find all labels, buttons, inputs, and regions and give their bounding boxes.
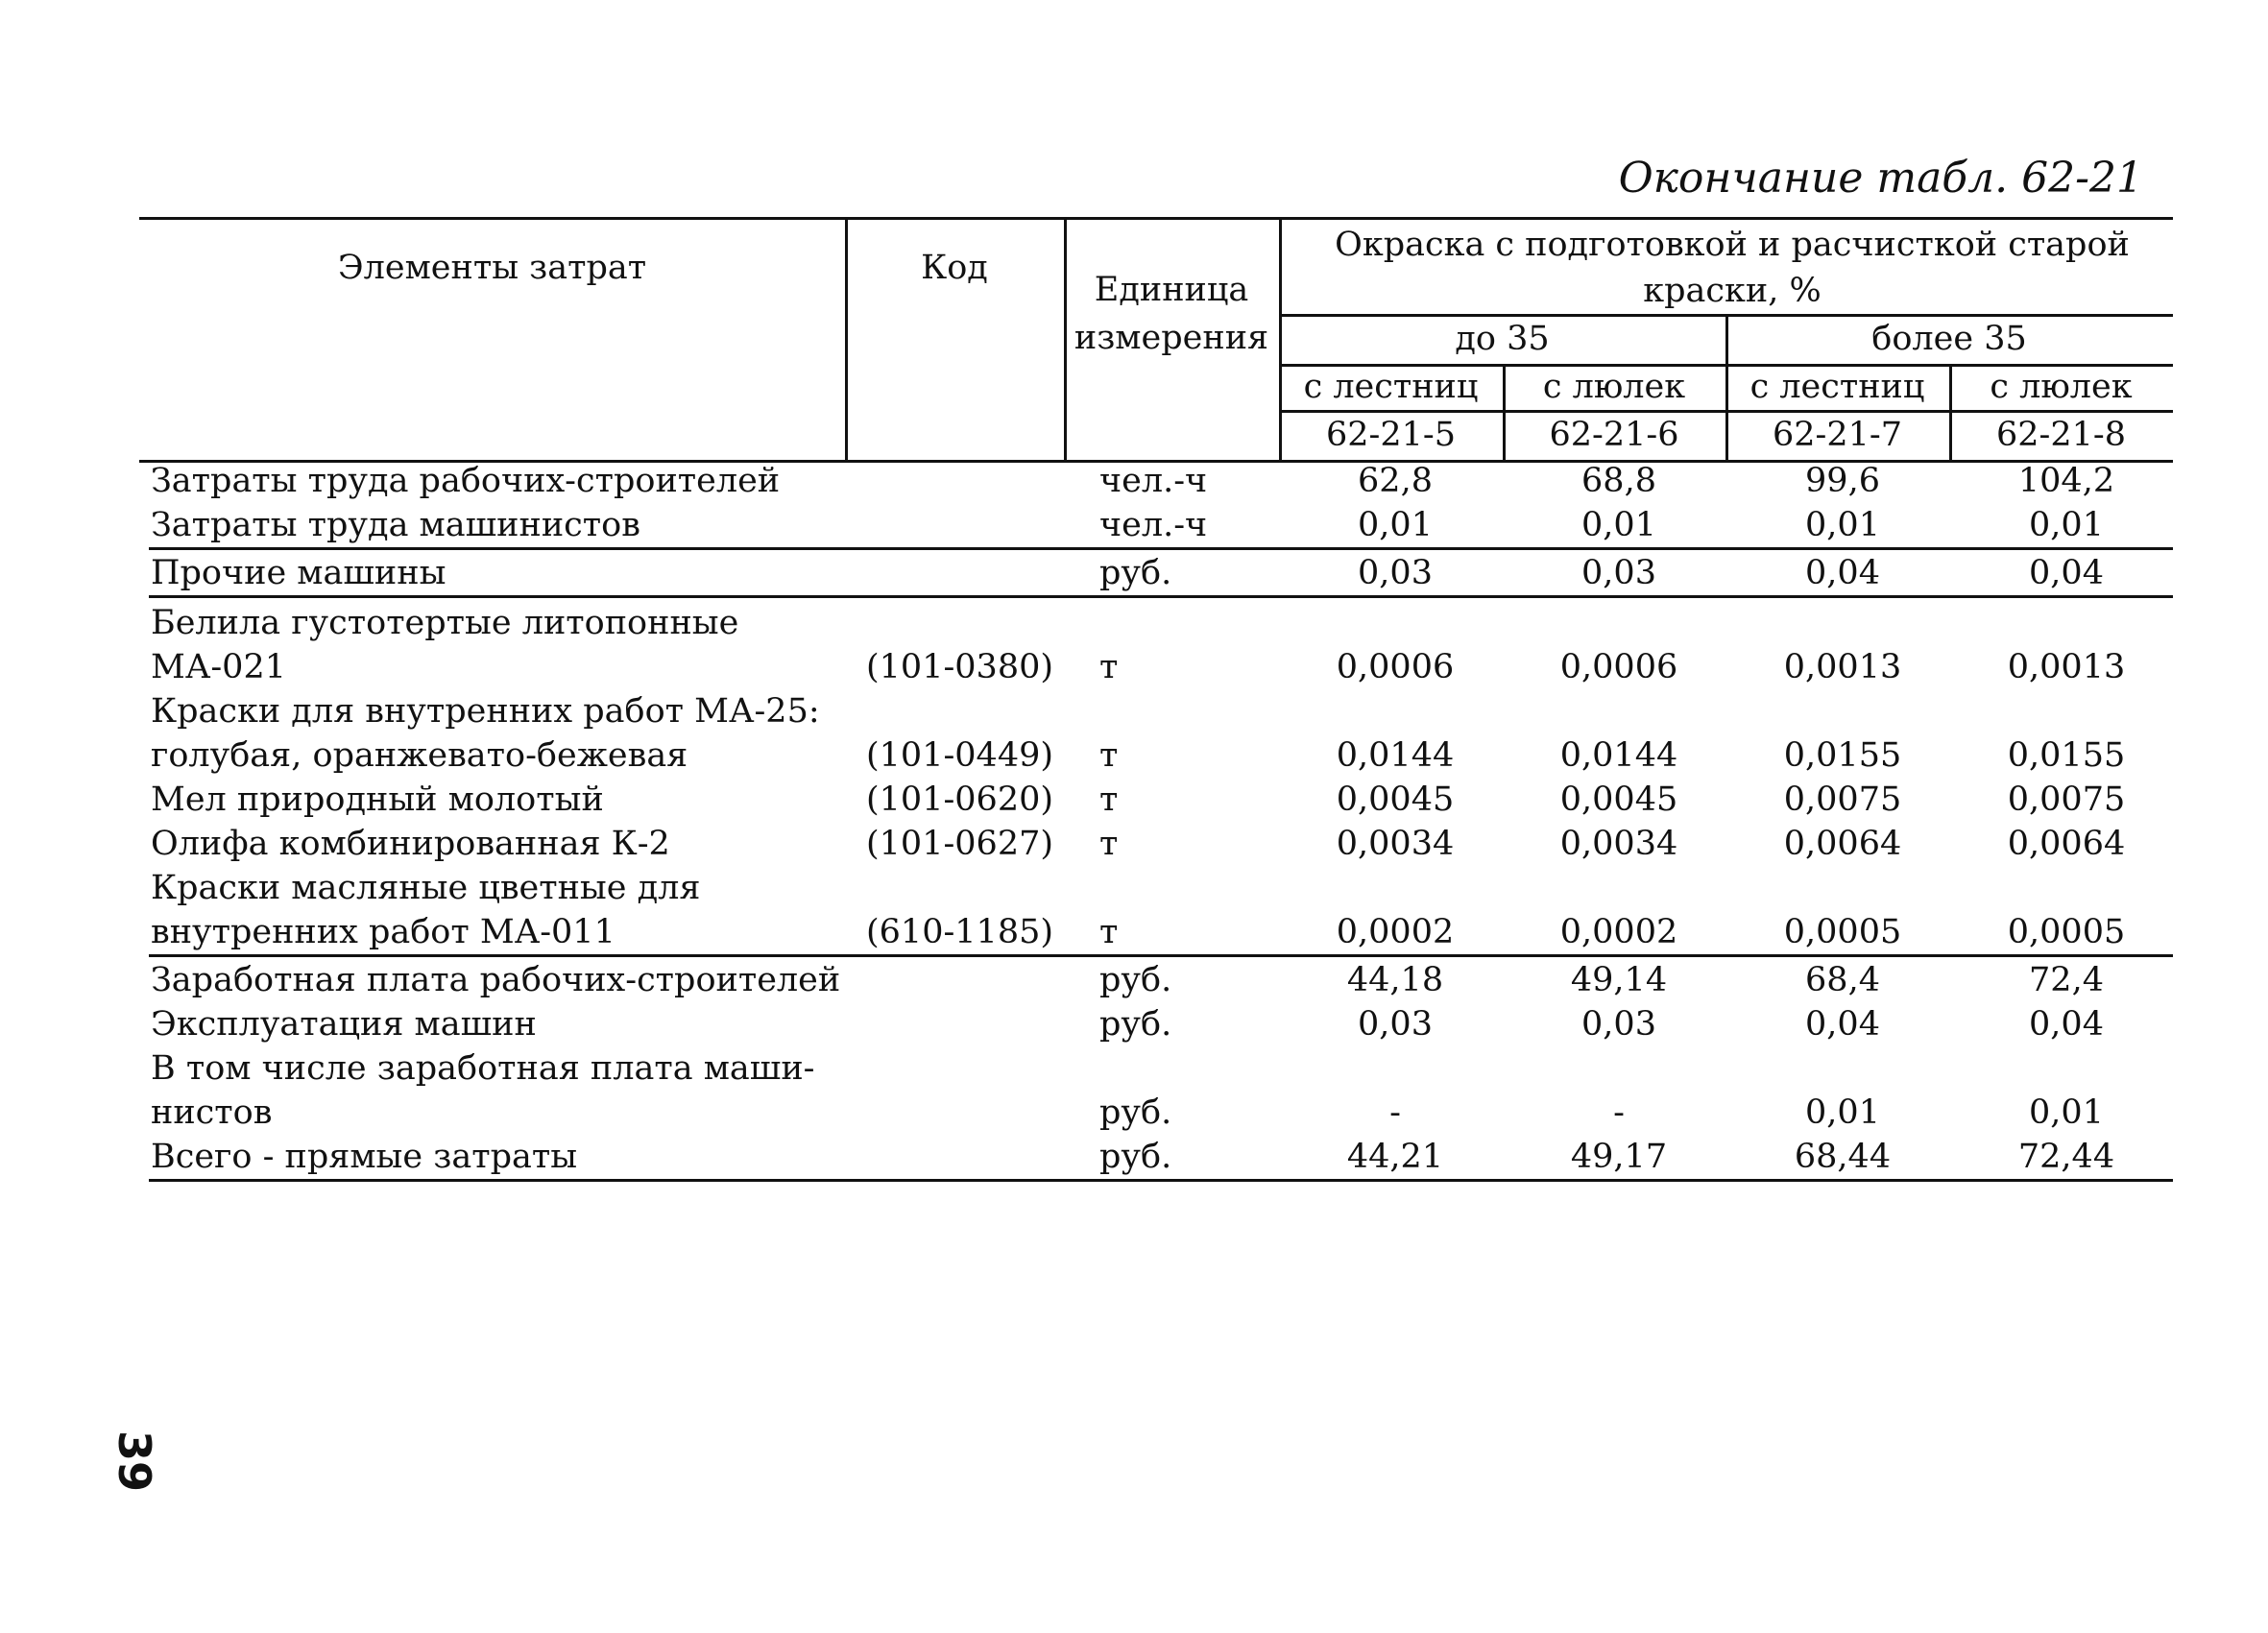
row-element: Прочие машины: [151, 554, 446, 592]
header-code-2: 62-21-6: [1549, 416, 1679, 454]
table-caption: Окончание табл. 62-21: [1618, 154, 2143, 203]
row-unit: т: [1099, 780, 1119, 819]
row-value: 0,04: [2029, 554, 2104, 592]
header-sub-up-to-35: до 35: [1455, 320, 1550, 358]
section-rule: [149, 954, 2173, 957]
table-row: [139, 822, 2173, 866]
table-row: [139, 778, 2173, 822]
row-value: -: [1613, 1093, 1625, 1132]
row-element: Всего - прямые затраты: [151, 1138, 578, 1176]
row-element: Эксплуатация машин: [151, 1005, 537, 1044]
row-element: нистов: [151, 1093, 273, 1132]
row-value: 0,04: [1805, 554, 1880, 592]
row-value: 0,04: [1805, 1005, 1880, 1044]
row-value: 0,0045: [1336, 780, 1455, 819]
row-element: Заработная плата рабочих-строителей: [151, 961, 841, 999]
row-value: 104,2: [2017, 462, 2115, 500]
row-value: 68,4: [1805, 961, 1880, 999]
row-value: 0,0002: [1559, 913, 1678, 951]
row-element: Затраты труда машинистов: [151, 506, 640, 544]
row-element: В том числе заработная плата маши-: [151, 1049, 815, 1088]
row-value: 0,0075: [2007, 780, 2126, 819]
header-unit-line2: измерения: [1074, 319, 1269, 357]
row-value: 0,01: [1805, 1093, 1880, 1132]
table-row: [139, 866, 2173, 910]
table-row: [139, 689, 2173, 733]
row-element: Краски для внутренних работ МА-25:: [151, 692, 820, 731]
row-unit: т: [1099, 825, 1119, 863]
row-value: 0,0013: [2007, 648, 2126, 686]
table-row: [139, 551, 2173, 595]
row-value: 0,03: [1581, 554, 1656, 592]
table-row: [139, 1002, 2173, 1046]
header-col-2: с люлек: [1542, 368, 1686, 406]
row-value: 0,01: [1805, 506, 1880, 544]
row-value: 0,0002: [1336, 913, 1455, 951]
header-code: Код: [921, 249, 988, 287]
row-element: Затраты труда рабочих-строителей: [151, 462, 781, 500]
row-unit: т: [1099, 913, 1119, 951]
row-value: 0,0064: [1783, 825, 1902, 863]
row-value: 0,0006: [1336, 648, 1455, 686]
row-value: 0,01: [1581, 506, 1656, 544]
row-value: 72,44: [2017, 1138, 2115, 1176]
row-value: 0,03: [1358, 554, 1433, 592]
header-code-4: 62-21-8: [1996, 416, 2126, 454]
table-row: [139, 459, 2173, 503]
header-unit-line1: Единица: [1094, 271, 1249, 309]
row-value: 68,8: [1581, 462, 1656, 500]
row-value: 0,01: [2029, 1093, 2104, 1132]
row-unit: т: [1099, 736, 1119, 775]
table-row: [139, 645, 2173, 689]
table-row: [139, 1091, 2173, 1135]
row-code: (101-0449): [866, 736, 1054, 775]
row-unit: чел.-ч: [1099, 506, 1208, 544]
row-element: Олифа комбинированная К-2: [151, 825, 670, 863]
page-number: 39: [109, 1429, 161, 1493]
row-unit: чел.-ч: [1099, 462, 1208, 500]
row-value: 0,03: [1358, 1005, 1433, 1044]
header-col-1: с лестниц: [1303, 368, 1479, 406]
table-row: [139, 733, 2173, 778]
row-value: 99,6: [1805, 462, 1880, 500]
table-row: [139, 1046, 2173, 1091]
header-sub-over-35: более 35: [1871, 320, 2027, 358]
row-value: 0,0155: [2007, 736, 2126, 775]
header-col-4: с люлек: [1990, 368, 2133, 406]
row-element: внутренних работ МА-011: [151, 913, 615, 951]
header-group: Окраска с подготовкой и расчисткой старой краски, %: [1335, 226, 2130, 310]
section-rule: [149, 595, 2173, 598]
row-unit: руб.: [1099, 961, 1172, 999]
row-unit: руб.: [1099, 1005, 1172, 1044]
row-value: 0,0034: [1336, 825, 1455, 863]
row-value: 44,18: [1346, 961, 1444, 999]
row-value: 62,8: [1358, 462, 1433, 500]
row-value: 0,0144: [1336, 736, 1455, 775]
row-unit: руб.: [1099, 1138, 1172, 1176]
row-code: (101-0627): [866, 825, 1054, 863]
table-row: [139, 910, 2173, 954]
row-element: МА-021: [151, 648, 286, 686]
row-value: 49,17: [1570, 1138, 1668, 1176]
row-value: 72,4: [2029, 961, 2104, 999]
row-value: 0,0013: [1783, 648, 1902, 686]
row-value: 0,0155: [1783, 736, 1902, 775]
row-code: (101-0380): [866, 648, 1054, 686]
row-value: 0,0045: [1559, 780, 1678, 819]
table-row: [139, 1135, 2173, 1179]
row-value: 0,03: [1581, 1005, 1656, 1044]
row-value: 0,0075: [1783, 780, 1902, 819]
row-value: 68,44: [1794, 1138, 1892, 1176]
row-unit: руб.: [1099, 1093, 1172, 1132]
table-bottom-rule: [149, 1179, 2173, 1182]
row-value: 49,14: [1570, 961, 1668, 999]
table-row: [139, 503, 2173, 547]
row-value: 0,04: [2029, 1005, 2104, 1044]
row-value: 0,01: [1358, 506, 1433, 544]
row-element: Краски масляные цветные для: [151, 869, 701, 907]
header-code-3: 62-21-7: [1773, 416, 1902, 454]
row-code: (101-0620): [866, 780, 1054, 819]
row-value: 0,0006: [1559, 648, 1678, 686]
row-element: Белила густотертые литопонные: [151, 604, 739, 642]
row-unit: руб.: [1099, 554, 1172, 592]
row-value: -: [1389, 1093, 1401, 1132]
section-rule: [149, 547, 2173, 550]
header-col-3: с лестниц: [1749, 368, 1925, 406]
row-value: 44,21: [1346, 1138, 1444, 1176]
row-code: (610-1185): [866, 913, 1054, 951]
row-element: голубая, оранжевато-бежевая: [151, 736, 688, 775]
row-value: 0,0064: [2007, 825, 2126, 863]
row-value: 0,0144: [1559, 736, 1678, 775]
row-value: 0,0034: [1559, 825, 1678, 863]
row-element: Мел природный молотый: [151, 780, 604, 819]
header-elements: Элементы затрат: [337, 249, 647, 287]
row-value: 0,0005: [2007, 913, 2126, 951]
table-row: [139, 958, 2173, 1002]
row-value: 0,0005: [1783, 913, 1902, 951]
header-code-1: 62-21-5: [1326, 416, 1456, 454]
row-value: 0,01: [2029, 506, 2104, 544]
row-unit: т: [1099, 648, 1119, 686]
table-row: [139, 601, 2173, 645]
table-header: [139, 217, 2173, 463]
